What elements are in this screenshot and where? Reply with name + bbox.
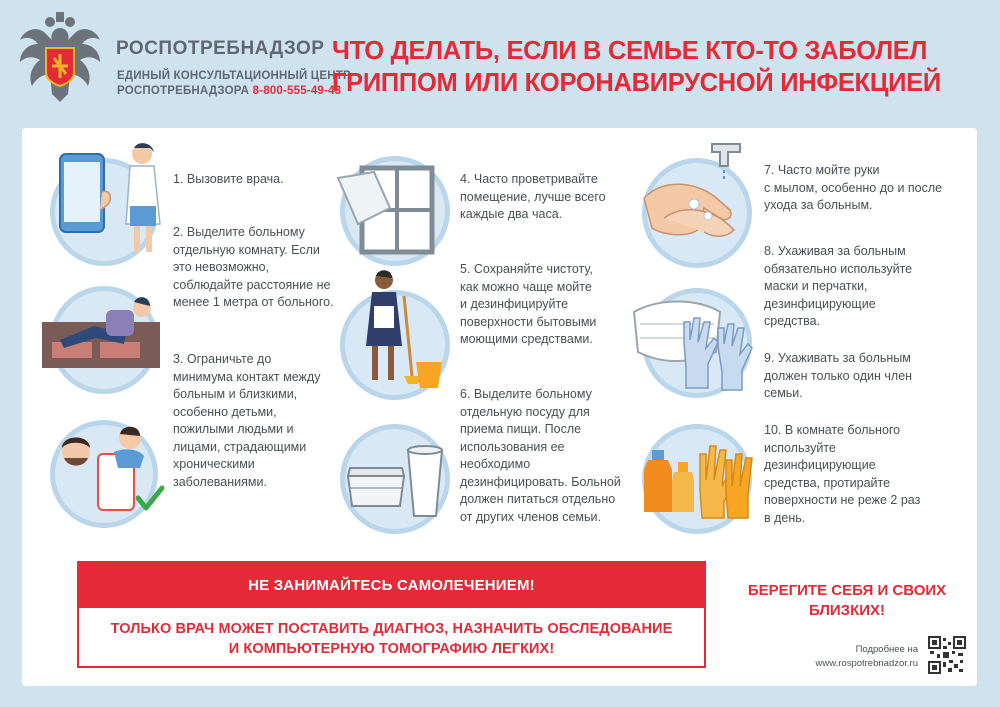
- self-treatment-warning: [77, 561, 706, 668]
- consult-center-line: ЕДИНЫЙ КОНСУЛЬТАЦИОННЫЙ ЦЕНТР: [117, 70, 351, 82]
- step-6: 6. Выделите больному отдельную посуду для приема пищи. После использования ее необходимо дезинфицировать. Больной должен питаться отдельно от других членов семьи.: [460, 387, 621, 524]
- step-3: 3. Ограничьте до минимума контакт между больным и близкими, особенно детьми, пожилыми людьми и лицами, страдающими хроническими заболеваниями.: [173, 352, 321, 489]
- disposable-dishes-icon: [342, 436, 452, 526]
- website-link[interactable]: www.rospotrebnadzor.ru: [815, 658, 918, 669]
- title-line-2: ГРИППОМ ИЛИ КОРОНАВИРУСНОЙ ИНФЕКЦИЕЙ: [332, 69, 941, 97]
- org-name: РОСПОТРЕБНАДЗОР: [116, 38, 325, 59]
- step-7: 7. Часто мойте руки с мылом, особенно до и после ухода за больным.: [764, 163, 943, 212]
- doctor-phone-icon: [42, 136, 182, 266]
- warning-heading: НЕ ЗАНИМАЙТЕСЬ САМОЛЕЧЕНИЕМ!: [79, 563, 704, 608]
- mask-gloves-icon: [628, 292, 758, 392]
- step-9: 9. Ухаживать за больным должен только один член семьи.: [764, 351, 913, 400]
- step-10: 10. В комнате больного используйте дезинфицирующие средства, протирайте поверхности не реже 2 раз в день.: [764, 423, 921, 525]
- washing-hands-icon: [634, 138, 754, 268]
- step-4: 4. Часто проветривайте помещение, лучше всего каждые два часа.: [460, 172, 606, 221]
- more-info: Подробнее на www.rospotrebnadzor.ru: [808, 643, 918, 671]
- header: [0, 0, 1000, 120]
- step-1: 1. Вызовите врача.: [173, 172, 284, 186]
- warning-body: ТОЛЬКО ВРАЧ МОЖЕТ ПОСТАВИТЬ ДИАГНОЗ, НАЗНАЧИТЬ ОБСЛЕДОВАНИЕ И КОМПЬЮТЕРНУЮ ТОМОГРАФИЮ ЛЕГКИХ!: [110, 621, 673, 657]
- consult-center-org: РОСПОТРЕБНАДЗОРА: [117, 85, 250, 97]
- qr-code-icon[interactable]: [928, 636, 966, 674]
- cleaning-person-icon: [352, 266, 452, 396]
- step-2: 2. Выделите больному отдельную комнату. Если это невозможно, соблюдайте расстояние не менее 1 метра от больного.: [173, 225, 334, 309]
- disinfectant-bottles-icon: [634, 430, 754, 520]
- step-5: 5. Сохраняйте чистоту, как можно чаще мойте и дезинфицируйте поверхности бытовыми моющими средствами.: [460, 262, 597, 346]
- take-care-slogan: БЕРЕГИТЕ СЕБЯ И СВОИХ БЛИЗКИХ!: [747, 582, 947, 619]
- step-8: 8. Ухаживая за больным обязательно используйте маски и перчатки, дезинфицирующие средства.: [764, 244, 913, 328]
- hotline-phone[interactable]: 8-800-555-49-43: [252, 85, 342, 97]
- sick-person-sofa-icon: [36, 288, 166, 378]
- double-headed-eagle-emblem-icon: [14, 10, 106, 110]
- title-line-1: ЧТО ДЕЛАТЬ, ЕСЛИ В СЕМЬЕ КТО-ТО ЗАБОЛЕЛ: [332, 37, 928, 65]
- instructions-card: [22, 128, 977, 686]
- open-window-icon: [334, 160, 454, 260]
- consult-center-line2: [117, 85, 341, 97]
- video-call-icon: [38, 418, 168, 528]
- page-title: [332, 35, 982, 99]
